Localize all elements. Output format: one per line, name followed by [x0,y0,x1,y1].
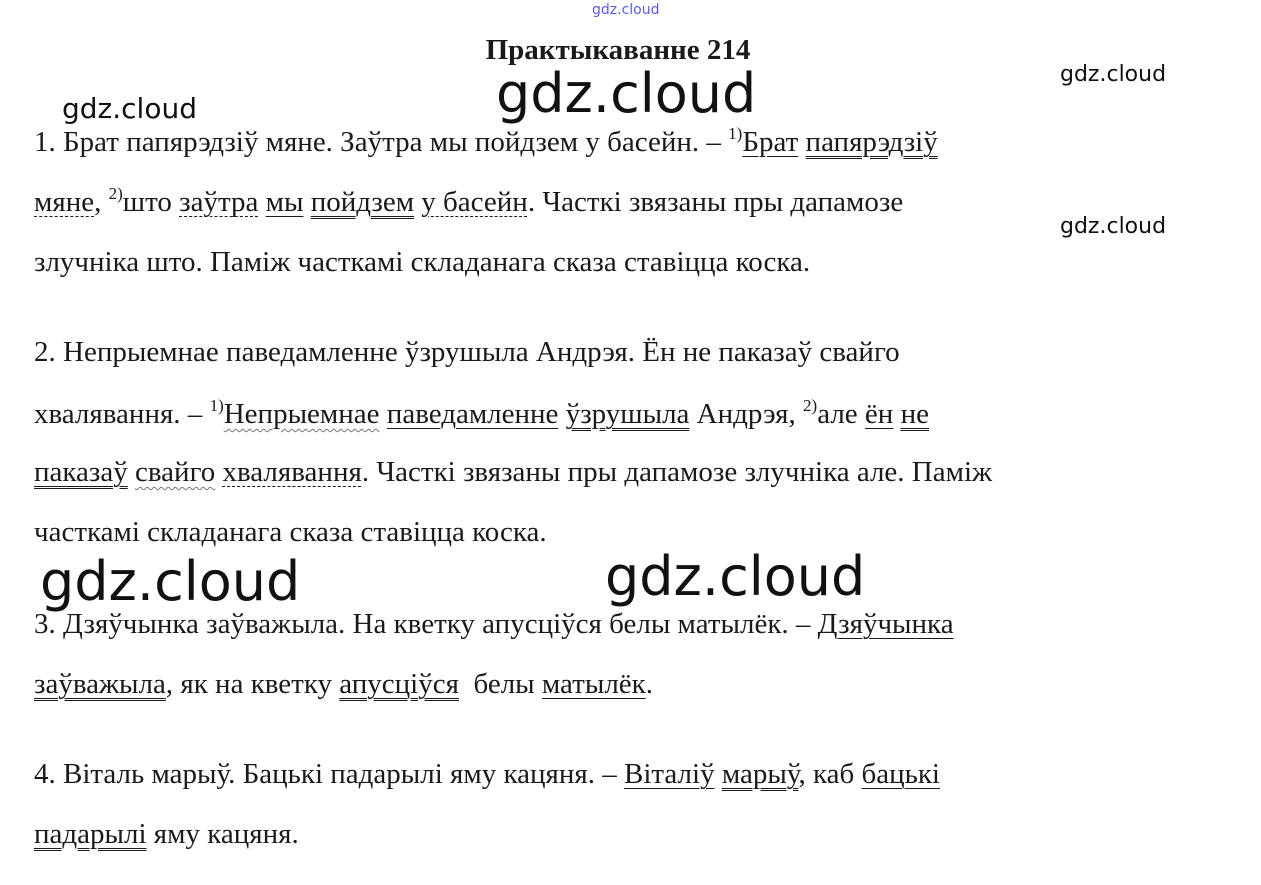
subject: бацькі [861,758,940,790]
attribute: свайго [135,456,216,488]
predicate: папярэдзіў [805,126,938,158]
ex1-line-2 [34,184,903,219]
adverbial: заўтра [179,186,259,218]
subject: Дзяўчынка [817,608,954,640]
watermark-right-upper: gdz.cloud [1060,62,1167,87]
ex3-line-2 [34,668,653,701]
predicate: апусціўся [339,668,459,700]
predicate: ўзрушыла [565,398,690,430]
subject: мы [265,186,304,218]
text: што [122,186,180,218]
predicate: пойдзем [310,186,415,218]
clause-number: 2) [108,184,123,203]
text: 3. Дзяўчынка заўважыла. На кветку апусціўся белы матылёк. – [34,608,818,640]
subject: ён [864,398,894,430]
text: . [645,668,654,700]
predicate: заўважыла [34,668,166,700]
text: хвалявання. – [34,398,210,430]
text: , [94,186,109,218]
adverbial: у басейн [421,186,528,218]
predicate: марыў [721,758,799,790]
text: але [817,398,865,430]
clause-number: 1) [209,396,224,415]
ex2-line-3 [34,456,992,489]
ex4-line-2 [34,818,299,851]
ex1-line-3: злучніка што. Паміж часткамі складанага сказа ставіцца коска. [34,246,811,278]
attribute: Непрыемнае [223,398,380,430]
text: , каб [798,758,862,790]
page-title: Практыкаванне 214 [485,34,751,66]
watermark-right-lower: gdz.cloud [1060,214,1167,239]
text: . Часткі звязаны пры дапамозе [527,186,904,218]
predicate: падарылі [34,818,147,850]
text: Андрэя, [689,398,804,430]
ex1-line-1 [34,124,938,159]
text: . Часткі звязаны пры дапамозе злучніка але. Паміж [361,456,993,488]
predicate: не [900,398,929,430]
clause-number: 1) [728,124,743,143]
text: яму кацяня. [146,818,299,850]
predicate: паказаў [34,456,128,488]
ex2-line-1: 2. Непрыемнае паведамленне ўзрушыла Андрэя. Ён не паказаў свайго [34,336,900,368]
watermark-large-center: gdz.cloud [605,545,866,608]
text: белы [458,668,542,700]
watermark-large: gdz.cloud [496,62,757,125]
ex4-line-1 [34,758,940,791]
subject: Брат [742,126,799,158]
subject: паведамленне [386,398,559,430]
ex3-line-1 [34,608,954,641]
text: 1. Брат папярэдзіў мяне. Заўтра мы пойдзем у басейн. – [34,126,729,158]
text: 4. Віталь марыў. Бацькі падарылі яму кацяня. – [34,758,624,790]
subject: матылёк [541,668,646,700]
watermark-top: gdz.cloud [592,2,660,18]
ex2-line-2 [34,396,929,431]
watermark-left: gdz.cloud [62,92,197,125]
object: мяне [34,186,95,218]
watermark-large-left: gdz.cloud [40,550,301,613]
object: хвалявання [222,456,362,488]
text: , як на кветку [165,668,340,700]
subject: Віталіў [623,758,715,790]
ex2-line-4: часткамі складанага сказа ставіцца коска. [34,516,547,548]
clause-number: 2) [803,396,818,415]
